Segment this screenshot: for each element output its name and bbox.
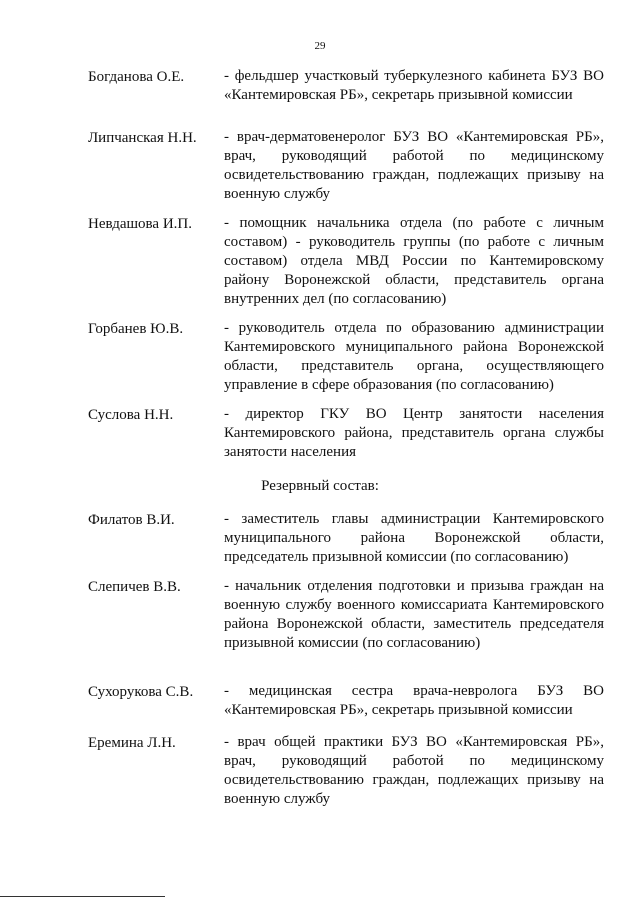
member-name: Суслова Н.Н.: [88, 407, 174, 423]
member-description: - фельдшер участковый туберкулезного кабинета БУЗ ВО «Кантемировская РБ», секретарь призывной комиссии: [224, 68, 604, 103]
member-name: Липчанская Н.Н.: [88, 130, 197, 146]
member-description: - врач общей практики БУЗ ВО «Кантемировская РБ», врач, руководящий работой по медицинскому освидетельствованию граждан, подлежащих призыву на военную службу: [224, 734, 604, 807]
member-name: Богданова О.Е.: [88, 69, 185, 85]
member-description: - медицинская сестра врача-невролога БУЗ ВО «Кантемировская РБ», секретарь призывной комиссии: [224, 683, 604, 718]
member-name: Еремина Л.Н.: [88, 735, 176, 751]
footnote-separator: [0, 896, 165, 897]
reserve-section-title: Резервный состав:: [261, 478, 379, 494]
page-number: 29: [314, 40, 326, 52]
member-name: Филатов В.И.: [88, 512, 175, 528]
member-description: - заместитель главы администрации Кантемировского муниципального района Воронежской области, председатель призывной комиссии (по согласованию): [224, 511, 604, 565]
member-description: - помощник начальника отдела (по работе с личным составом) - руководитель группы (по работе с личным составом) отдела МВД России по Кантемировскому району Воронежской области, представитель органа внутренних дел (по согласованию): [224, 215, 604, 307]
member-description: - директор ГКУ ВО Центр занятости населения Кантемировского района, представитель органа службы занятости населения: [224, 406, 604, 460]
member-description: - врач-дерматовенеролог БУЗ ВО «Кантемировская РБ», врач, руководящий работой по медицинскому освидетельствованию граждан, подлежащих призыву на военную службу: [224, 129, 604, 202]
member-name: Горбанев Ю.В.: [88, 321, 184, 337]
member-description: - начальник отделения подготовки и призыва граждан на военную службу военного комиссариата Кантемировского района Воронежской области, заместитель председателя призывной комиссии (по согласованию): [224, 578, 604, 651]
member-description: - руководитель отдела по образованию администрации Кантемировского муниципального района Воронежской области, представитель органа, осуществляющего управление в сфере образования (по согласованию): [224, 320, 604, 393]
member-name: Невдашова И.П.: [88, 216, 192, 232]
member-name: Сухорукова С.В.: [88, 684, 194, 700]
member-name: Слепичев В.В.: [88, 579, 181, 595]
